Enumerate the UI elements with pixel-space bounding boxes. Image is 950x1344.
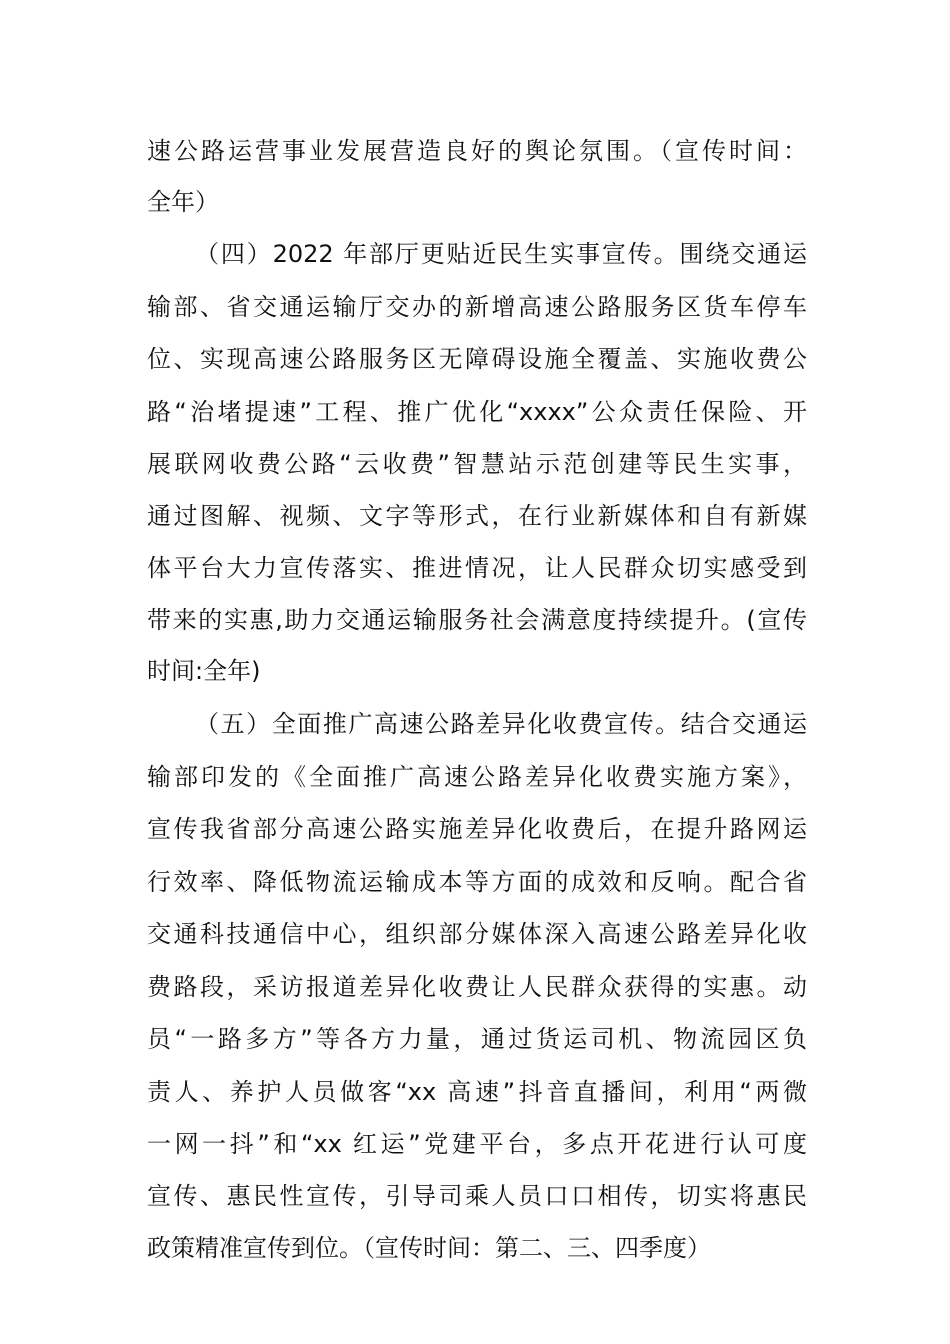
text-line: 时间:全年) bbox=[147, 657, 261, 685]
text-line: 员“一路多方”等各方力量，通过货运司机、物流园区负 bbox=[147, 1025, 807, 1053]
text-line: 输部、省交通运输厅交办的新增高速公路服务区货车停车 bbox=[147, 293, 807, 321]
text-line: 交通科技通信中心，组织部分媒体深入高速公路差异化收 bbox=[147, 920, 807, 948]
text-line: 责人、养护人员做客“xx 高速”抖音直播间，利用“两微 bbox=[147, 1078, 807, 1106]
section-heading-line: （四）2022 年部厅更贴近民生实事宣传。围绕交通运 bbox=[195, 240, 807, 268]
text-line: 输部印发的《全面推广高速公路差异化收费实施方案》， bbox=[147, 763, 807, 791]
text-line: 全年） bbox=[147, 188, 219, 216]
text-line: 政策精准宣传到位。（宣传时间：第二、三、四季度） bbox=[147, 1234, 711, 1262]
section-heading-line: （五）全面推广高速公路差异化收费宣传。结合交通运 bbox=[195, 710, 807, 738]
text-line: 位、实现高速公路服务区无障碍设施全覆盖、实施收费公 bbox=[147, 345, 807, 373]
text-line: 通过图解、视频、文字等形式，在行业新媒体和自有新媒 bbox=[147, 502, 807, 530]
text-line: 路“治堵提速”工程、推广优化“xxxx”公众责任保险、开 bbox=[147, 398, 807, 426]
text-line: 速公路运营事业发展营造良好的舆论氛围。（宣传时间： bbox=[147, 137, 807, 165]
text-line: 费路段，采访报道差异化收费让人民群众获得的实惠。动 bbox=[147, 973, 807, 1001]
text-line: 宣传我省部分高速公路实施差异化收费后，在提升路网运 bbox=[147, 815, 807, 843]
text-line: 宣传、惠民性宣传，引导司乘人员口口相传，切实将惠民 bbox=[147, 1182, 807, 1210]
text-line: 体平台大力宣传落实、推进情况，让人民群众切实感受到 bbox=[147, 554, 807, 582]
text-line: 带来的实惠,助力交通运输服务社会满意度持续提升。(宣传 bbox=[147, 606, 807, 634]
text-line: 一网一抖”和“xx 红运”党建平台，多点开花进行认可度 bbox=[147, 1130, 807, 1158]
text-line: 行效率、降低物流运输成本等方面的成效和反响。配合省 bbox=[147, 868, 807, 896]
text-line: 展联网收费公路“云收费”智慧站示范创建等民生实事， bbox=[147, 450, 807, 478]
